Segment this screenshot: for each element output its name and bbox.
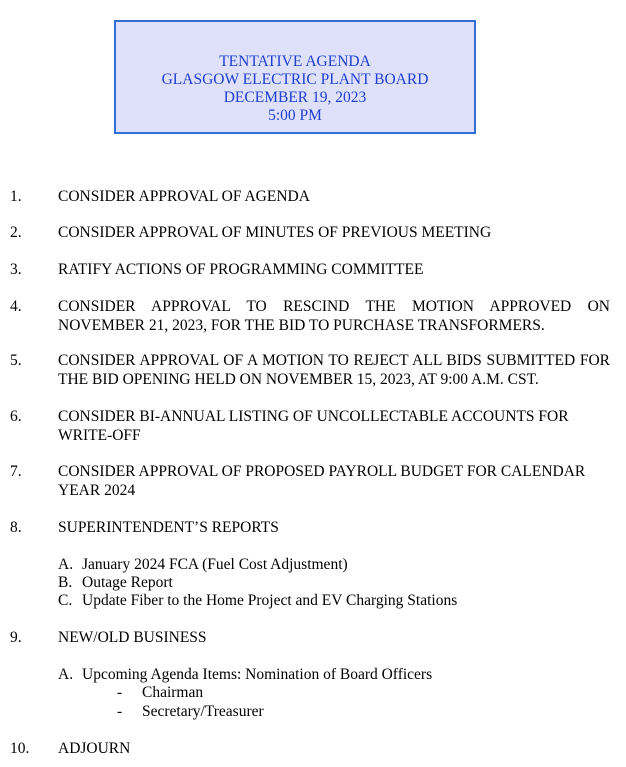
agenda-item-number: 3. [10, 261, 22, 278]
agenda-item-number: 10. [10, 740, 30, 757]
sub-item-fca [58, 556, 348, 574]
header-date: DECEMBER 19, 2023 [223, 89, 367, 106]
header-organization: GLASGOW ELECTRIC PLANT BOARD [161, 71, 429, 88]
sub-item-text: Update Fiber to the Home Project and EV Charging Stations [82, 592, 458, 609]
agenda-item-number: 5. [10, 352, 22, 369]
sub-item-letter: A. [58, 666, 74, 683]
agenda-item-text: CONSIDER APPROVAL OF PROPOSED PAYROLL BUDGET FOR CALENDAR YEAR 2024 [58, 463, 586, 499]
agenda-header-box [114, 20, 476, 134]
agenda-item-text: CONSIDER APPROVAL OF A MOTION TO REJECT ALL BIDS SUBMITTED FOR THE BID OPENING HELD ON NOVEMBER 15, 2023, AT 9:00 A.M. CST. [58, 352, 610, 388]
sub-item-outage-report [58, 574, 173, 592]
agenda-item-number: 7. [10, 463, 22, 480]
agenda-item-text: CONSIDER BI-ANNUAL LISTING OF UNCOLLECTABLE ACCOUNTS FOR WRITE-OFF [58, 408, 569, 444]
agenda-item-number: 4. [10, 298, 22, 315]
header-time: 5:00 PM [268, 107, 322, 124]
agenda-item-text: RATIFY ACTIONS OF PROGRAMMING COMMITTEE [58, 261, 424, 278]
agenda-item-text: CONSIDER APPROVAL OF MINUTES OF PREVIOUS MEETING [58, 224, 492, 241]
agenda-item-number: 1. [10, 188, 22, 205]
agenda-item-text: ADJOURN [58, 740, 131, 757]
agenda-item-text: NEW/OLD BUSINESS [58, 629, 207, 646]
bullet-text: Secretary/Treasurer [142, 703, 264, 720]
sub-item-letter: B. [58, 574, 73, 591]
agenda-item-text: CONSIDER APPROVAL OF AGENDA [58, 188, 310, 205]
header-title: TENTATIVE AGENDA [219, 53, 371, 70]
sub-item-letter: A. [58, 556, 74, 573]
bullet-dash: - [117, 703, 123, 720]
agenda-item-text: CONSIDER APPROVAL TO RESCIND THE MOTION APPROVED ON NOVEMBER 21, 2023, FOR THE BID TO PURCHASE TRANSFORMERS. [58, 298, 610, 334]
bullet-secretary-treasurer [117, 703, 264, 721]
agenda-item-number: 2. [10, 224, 22, 241]
sub-item-text: Outage Report [82, 574, 173, 591]
bullet-chairman [117, 684, 203, 702]
sub-item-text: Upcoming Agenda Items: Nomination of Board Officers [82, 666, 433, 683]
bullet-text: Chairman [142, 684, 204, 701]
agenda-item-text: SUPERINTENDENT’S REPORTS [58, 519, 279, 536]
agenda-item-number: 8. [10, 519, 22, 536]
bullet-dash: - [117, 684, 123, 701]
sub-item-letter: C. [58, 592, 73, 609]
agenda-item-number: 9. [10, 629, 22, 646]
sub-item-text: January 2024 FCA (Fuel Cost Adjustment) [82, 556, 348, 573]
agenda-item-number: 6. [10, 408, 22, 425]
sub-item-upcoming-agenda [58, 666, 432, 684]
sub-item-fiber-update [58, 592, 457, 610]
